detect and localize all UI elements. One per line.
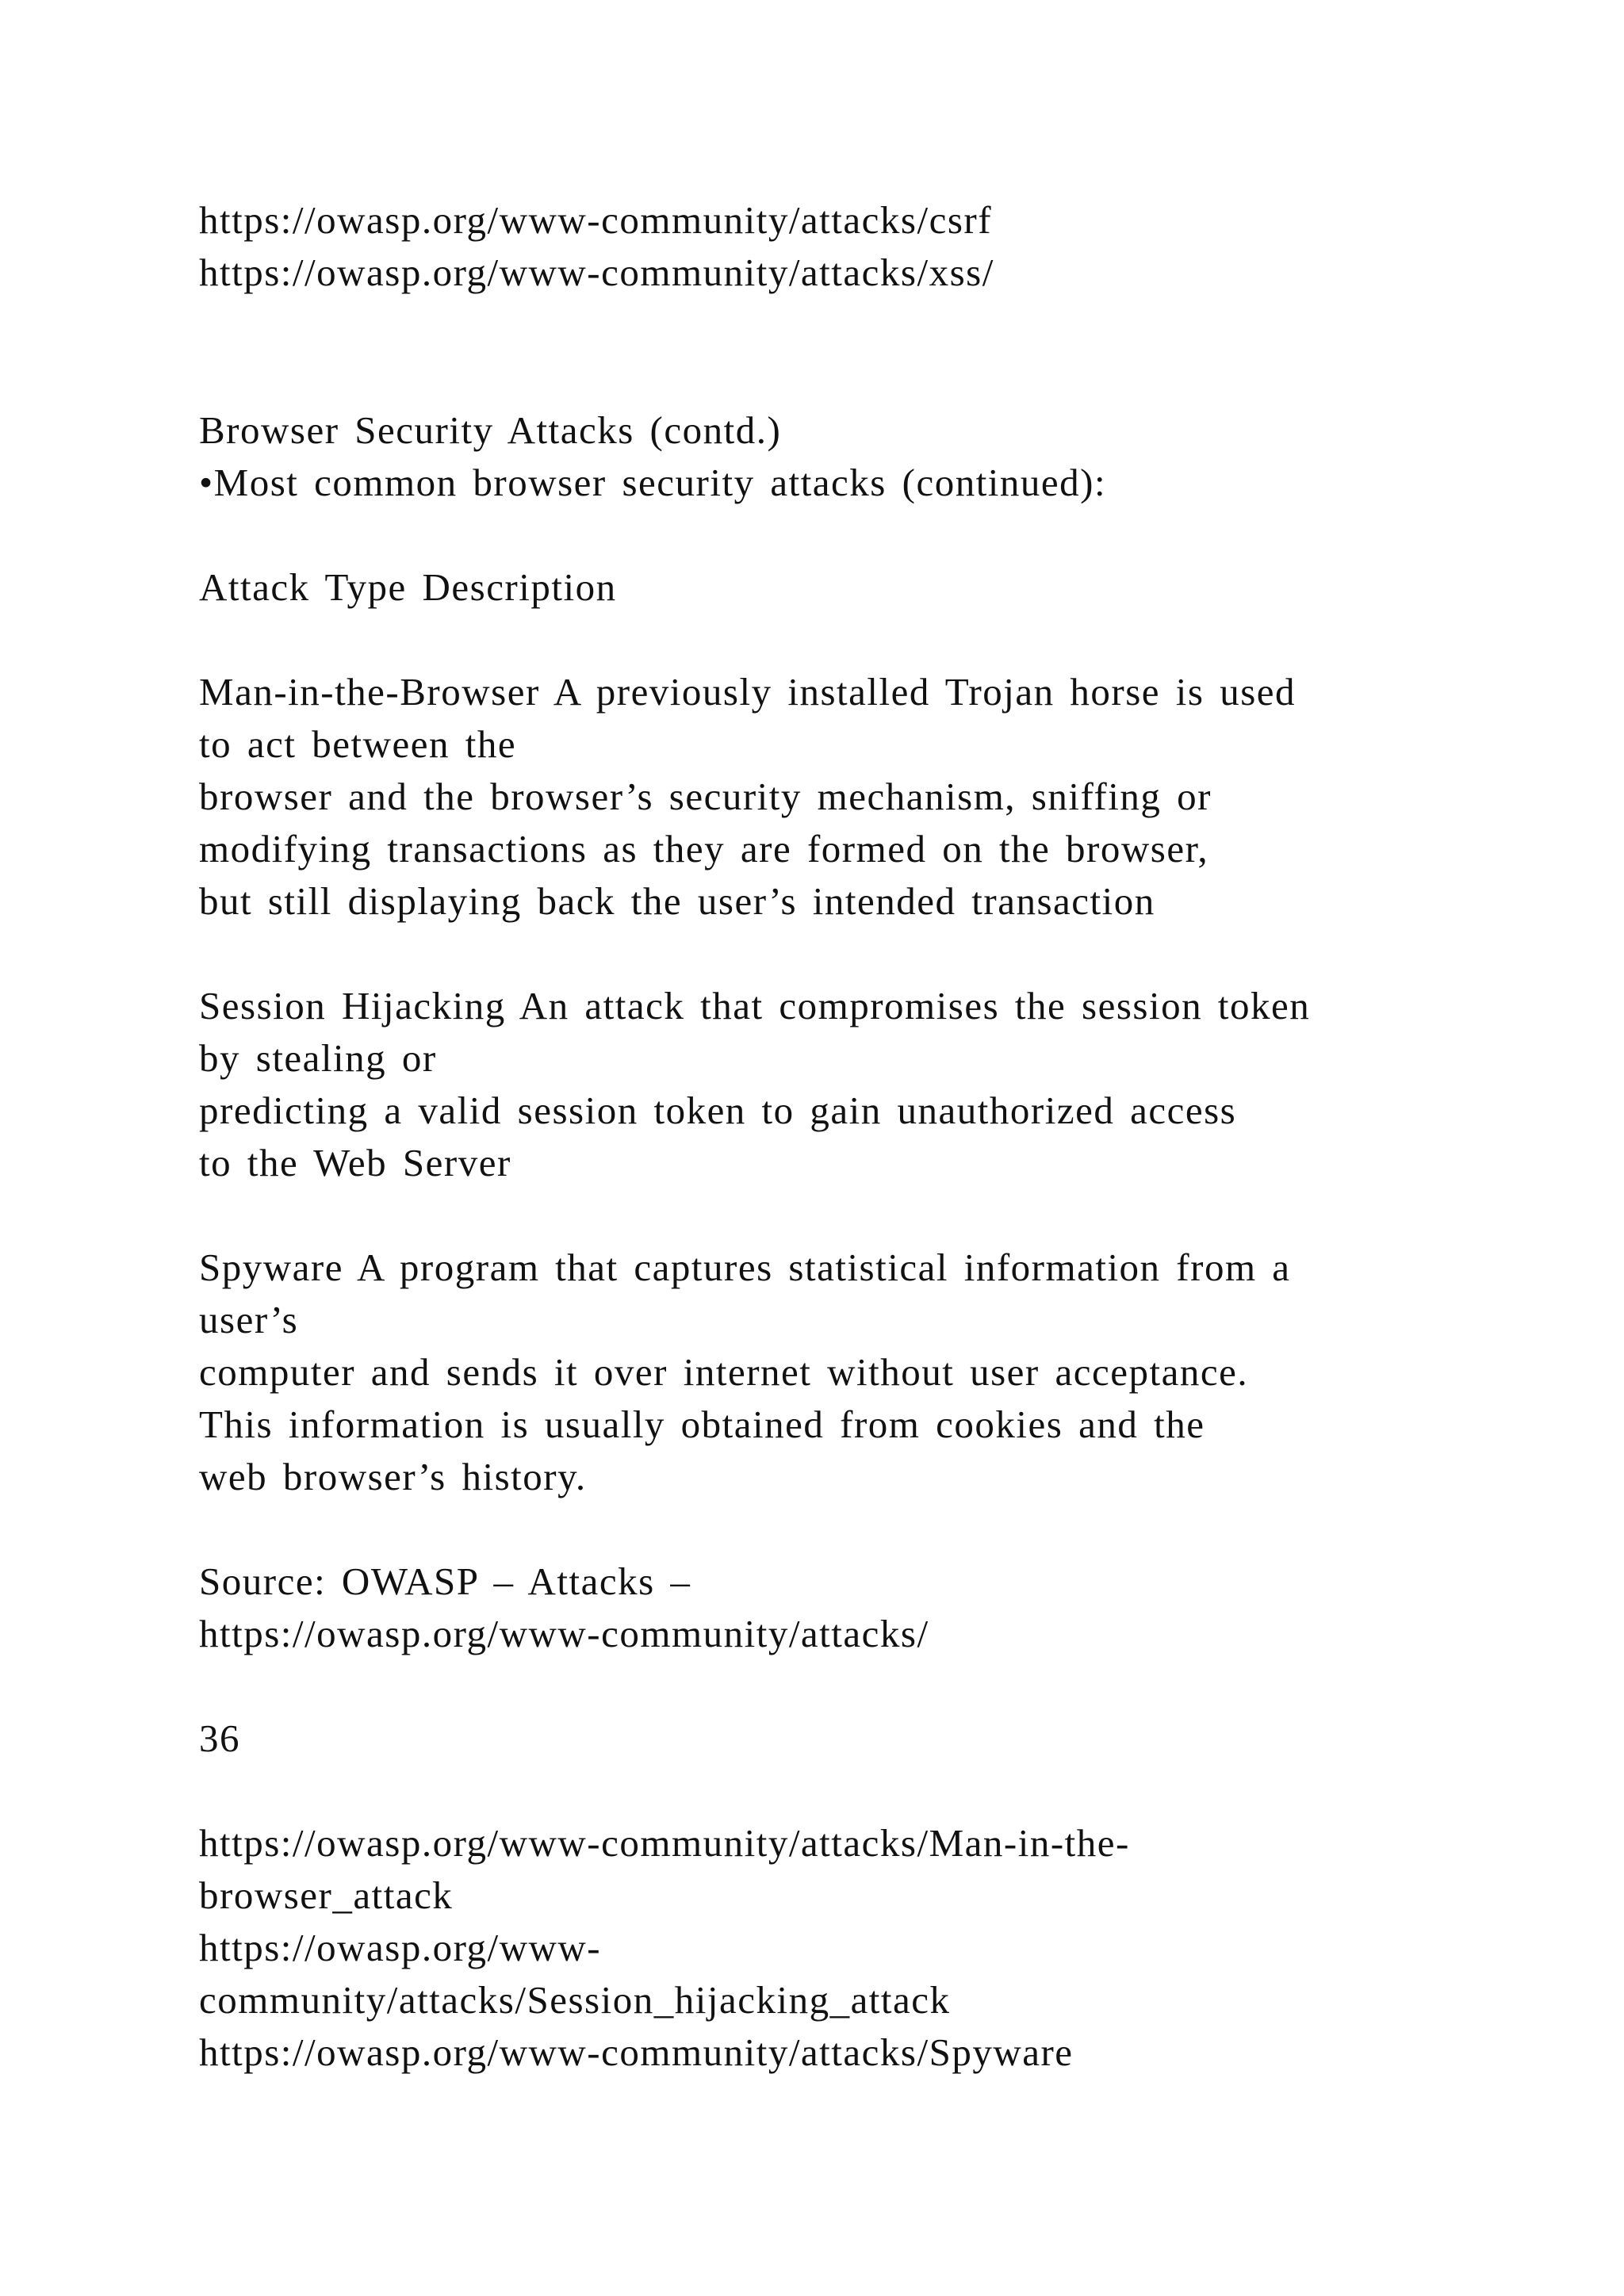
reference-link-xss: https://owasp.org/www-community/attacks/xss/: [199, 251, 994, 294]
page-number: [199, 1712, 1547, 1765]
reference-link-csrf: https://owasp.org/www-community/attacks/csrf: [199, 198, 993, 242]
entry-line: predicting a valid session token to gain unauthorized access: [199, 1089, 1237, 1132]
entry-line: browser and the browser’s security mechanism, sniffing or: [199, 775, 1212, 818]
entry-line: Session Hijacking An attack that compromises the session token: [199, 984, 1311, 1027]
reference-link-man-in-the-browser: https://owasp.org/www-community/attacks/Man-in-the-: [199, 1821, 1130, 1865]
reference-link-spyware: https://owasp.org/www-community/attacks/Spyware: [199, 2030, 1074, 2074]
source-label: Source: OWASP – Attacks –: [199, 1559, 691, 1603]
entry-line: This information is usually obtained from cookies and the: [199, 1402, 1205, 1446]
attack-entry-spyware: [199, 1242, 1547, 1503]
slide-heading: [199, 404, 1547, 509]
entry-line: computer and sends it over internet without user acceptance.: [199, 1350, 1249, 1394]
bottom-references: [199, 1817, 1547, 2079]
reference-link-session-hijacking-cont: community/attacks/Session_hijacking_attack: [199, 1978, 951, 2022]
entry-line: modifying transactions as they are formed on the browser,: [199, 827, 1209, 871]
source-link: https://owasp.org/www-community/attacks/: [199, 1612, 929, 1655]
top-references: [199, 194, 1547, 299]
table-header: [199, 561, 1547, 614]
bullet-text: •Most common browser security attacks (continued):: [199, 461, 1107, 504]
entry-line: by stealing or: [199, 1036, 437, 1080]
reference-link-man-in-the-browser-cont: browser_attack: [199, 1873, 454, 1917]
entry-line: user’s: [199, 1298, 299, 1341]
attack-entry-man-in-the-browser: [199, 666, 1547, 928]
entry-line: to the Web Server: [199, 1141, 511, 1184]
page-number-text: 36: [199, 1716, 240, 1760]
source-citation: [199, 1556, 1547, 1660]
attack-entry-session-hijacking: [199, 980, 1547, 1189]
entry-line: Man-in-the-Browser A previously installed Trojan horse is used: [199, 670, 1297, 714]
entry-line: Spyware A program that captures statistical information from a: [199, 1246, 1291, 1289]
entry-line: but still displaying back the user’s intended transaction: [199, 879, 1155, 923]
table-header-text: Attack Type Description: [199, 565, 617, 609]
reference-link-session-hijacking: https://owasp.org/www-: [199, 1926, 602, 1969]
entry-line: web browser’s history.: [199, 1455, 587, 1498]
heading-text: Browser Security Attacks (contd.): [199, 408, 782, 452]
entry-line: to act between the: [199, 722, 517, 766]
